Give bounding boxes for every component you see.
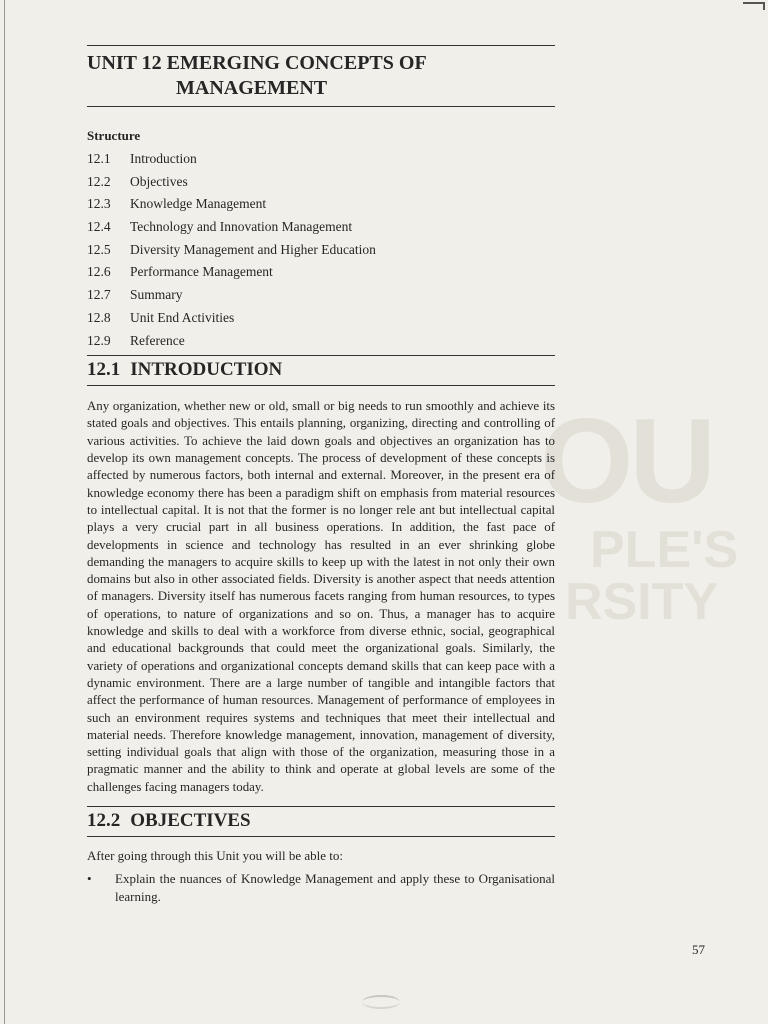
structure-item	[87, 174, 555, 197]
structure-item-number: 12.6	[87, 264, 111, 280]
structure-item-title: Introduction	[130, 151, 197, 166]
introduction-title: INTRODUCTION	[130, 359, 283, 381]
structure-item-title: Performance Management	[130, 264, 273, 280]
watermark-line-2: RSITY	[565, 573, 719, 631]
unit-title	[87, 51, 555, 101]
page-content	[87, 45, 555, 906]
structure-item-title: Objectives	[130, 173, 188, 189]
structure-item	[87, 310, 555, 333]
title-rule-top	[87, 45, 555, 46]
structure-item	[87, 196, 555, 219]
section-rule	[87, 355, 555, 356]
structure-item-number: 12.9	[87, 332, 111, 348]
structure-list	[87, 151, 555, 355]
section-rule	[87, 836, 555, 837]
page-corner-mark	[743, 2, 765, 10]
watermark-logo: OU	[540, 394, 712, 528]
structure-item-number: 12.2	[87, 173, 111, 189]
structure-item-title: Knowledge Management	[130, 196, 267, 212]
unit-title-line-2: MANAGEMENT	[176, 77, 328, 99]
structure-item	[87, 151, 555, 174]
structure-item-title: Unit End Activities	[130, 309, 235, 325]
unit-title-line-1: UNIT 12 EMERGING CONCEPTS OF	[87, 52, 427, 74]
introduction-number: 12.1	[87, 359, 121, 381]
objectives-list	[87, 870, 555, 906]
page-number: 57	[692, 942, 705, 957]
structure-item	[87, 333, 555, 356]
section-rule	[87, 385, 555, 386]
introduction-heading	[87, 359, 555, 381]
structure-item-title: Reference	[130, 332, 185, 348]
structure-item-number: 12.5	[87, 241, 111, 257]
structure-item-number: 12.3	[87, 196, 111, 212]
section-rule	[87, 806, 555, 807]
objectives-title: OBJECTIVES	[130, 810, 251, 832]
objectives-heading	[87, 810, 555, 832]
structure-label: Structure	[87, 128, 141, 143]
scan-mark	[362, 995, 400, 1009]
title-rule-bottom	[87, 106, 555, 107]
structure-item	[87, 242, 555, 265]
introduction-paragraph: Any organization, whether new or old, small or big needs to run smoothly and achieve its stated goals and objectives. This entails planning, organizing, directing and controlling of various activities. To achieve the laid down goals and objectives an organization has to develop its own management concepts. The process of development of these concepts is affected by numerous factors, both internal and external. Moreover, in the present era of knowledge economy there has been a paradigm shift on emphasis from material resources to intellectual capital. It is not that the former is no longer rele ant but intellectual capital plays a very crucial part in all business operations. In addition, the fast pace of developments in science and technology has resulted in an ever shrinking globe demanding the managers to acquire skills to keep up with the latest in not only their own domains but also in other associated fields. Diversity is another aspect that needs attention of managers. Diversity itself has numerous facets ranging from human resources, to types of operations, to nature of organizations and so on. Thus, a manager has to acquire knowledge and skills to deal with a workforce from diverse ethnic, social, geographical and educational backgrounds that could meet the organizational goals. Similarly, the variety of operations and organizational concepts demand skills that can keep pace with a dynamic environment. There are a large number of tangible and intangible factors that affect the performance of human resources. Management of performance of employees in such an environment requires systems and techniques that meet their intellectual and material needs. Therefore knowledge management, innovation, management of diversity, setting individual goals that align with those of the organization, measuring those in a pragmatic manner and the ability to think and operate at global levels are some of the challenges facing managers today.	[87, 399, 555, 794]
structure-item	[87, 287, 555, 310]
objectives-number: 12.2	[87, 810, 121, 832]
structure-item-title: Technology and Innovation Management	[130, 219, 353, 235]
structure-item-number: 12.8	[87, 309, 111, 325]
structure-item-number: 12.7	[87, 287, 111, 303]
structure-item-number: 12.1	[87, 151, 111, 166]
objectives-intro: After going through this Unit you will be able to:	[87, 848, 343, 864]
structure-item-title: Summary	[130, 287, 183, 303]
objective-item: • Explain the nuances of Knowledge Management and apply these to Organisational learning.	[87, 870, 555, 906]
structure-item	[87, 219, 555, 242]
structure-item-title: Diversity Management and Higher Education	[130, 241, 376, 257]
page-edge	[4, 0, 5, 1024]
watermark-line-1: PLE'S	[590, 521, 739, 579]
structure-item-number: 12.4	[87, 219, 111, 235]
structure-item	[87, 264, 555, 287]
